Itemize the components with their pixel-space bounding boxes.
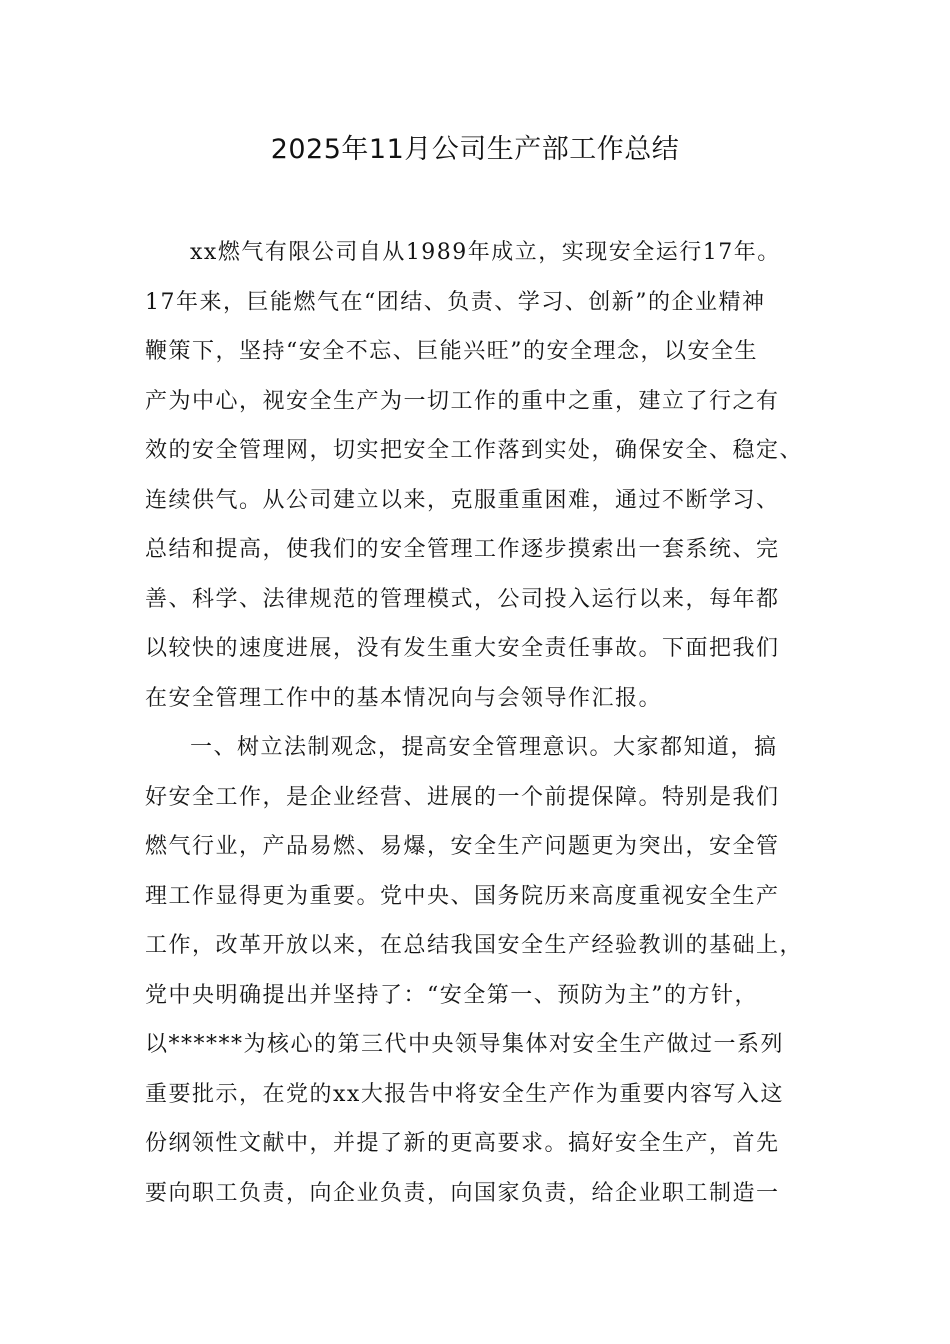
- document-title: 2025年11月公司生产部工作总结: [270, 134, 680, 165]
- text-line: 份纲领性文献中，并提了新的更高要求。搞好安全生产，首先: [145, 1131, 780, 1156]
- text-line: 燃气行业，产品易燃、易爆，安全生产问题更为突出，安全管: [145, 834, 780, 859]
- text-line: 以较快的速度进展，没有发生重大安全责任事故。下面把我们: [145, 636, 780, 661]
- paragraph-section-one: [145, 723, 825, 1218]
- text-line: 在安全管理工作中的基本情况向与会领导作汇报。: [145, 685, 663, 711]
- text-line: 重要批示，在党的xx大报告中将安全生产作为重要内容写入这: [145, 1081, 784, 1107]
- text-line: 要向职工负责，向企业负责，向国家负责，给企业职工制造一: [145, 1180, 780, 1206]
- text-line: xx燃气有限公司自从1989年成立，实现安全运行17年。: [190, 240, 781, 265]
- text-line: 连续供气。从公司建立以来，克服重重困难，通过不断学习、: [145, 487, 780, 513]
- text-line: 产为中心，视安全生产为一切工作的重中之重，建立了行之有: [145, 388, 780, 414]
- text-line: 效的安全管理网，切实把安全工作落到实处，确保安全、稳定、: [145, 438, 804, 463]
- text-line: 工作，改革开放以来，在总结我国安全生产经验教训的基础上，: [145, 933, 804, 958]
- text-line: 以******为核心的第三代中央领导集体对安全生产做过一系列: [145, 1032, 785, 1057]
- paragraph-intro: [145, 228, 825, 723]
- text-line: 鞭策下，坚持“安全不忘、巨能兴旺”的安全理念，以安全生: [145, 339, 758, 364]
- text-line: 党中央明确提出并坚持了：“安全第一、预防为主”的方针，: [145, 982, 758, 1008]
- text-line: 17年来，巨能燃气在“团结、负责、学习、创新”的企业精神: [145, 289, 766, 315]
- text-line: 善、科学、法律规范的管理模式，公司投入运行以来，每年都: [145, 586, 780, 612]
- text-line: 一、树立法制观念，提高安全管理意识。大家都知道，搞: [190, 735, 778, 760]
- text-line: 总结和提高，使我们的安全管理工作逐步摸索出一套系统、完: [145, 537, 780, 562]
- text-line: 理工作显得更为重要。党中央、国务院历来高度重视安全生产: [145, 883, 780, 909]
- text-line: 好安全工作，是企业经营、进展的一个前提保障。特别是我们: [145, 784, 780, 810]
